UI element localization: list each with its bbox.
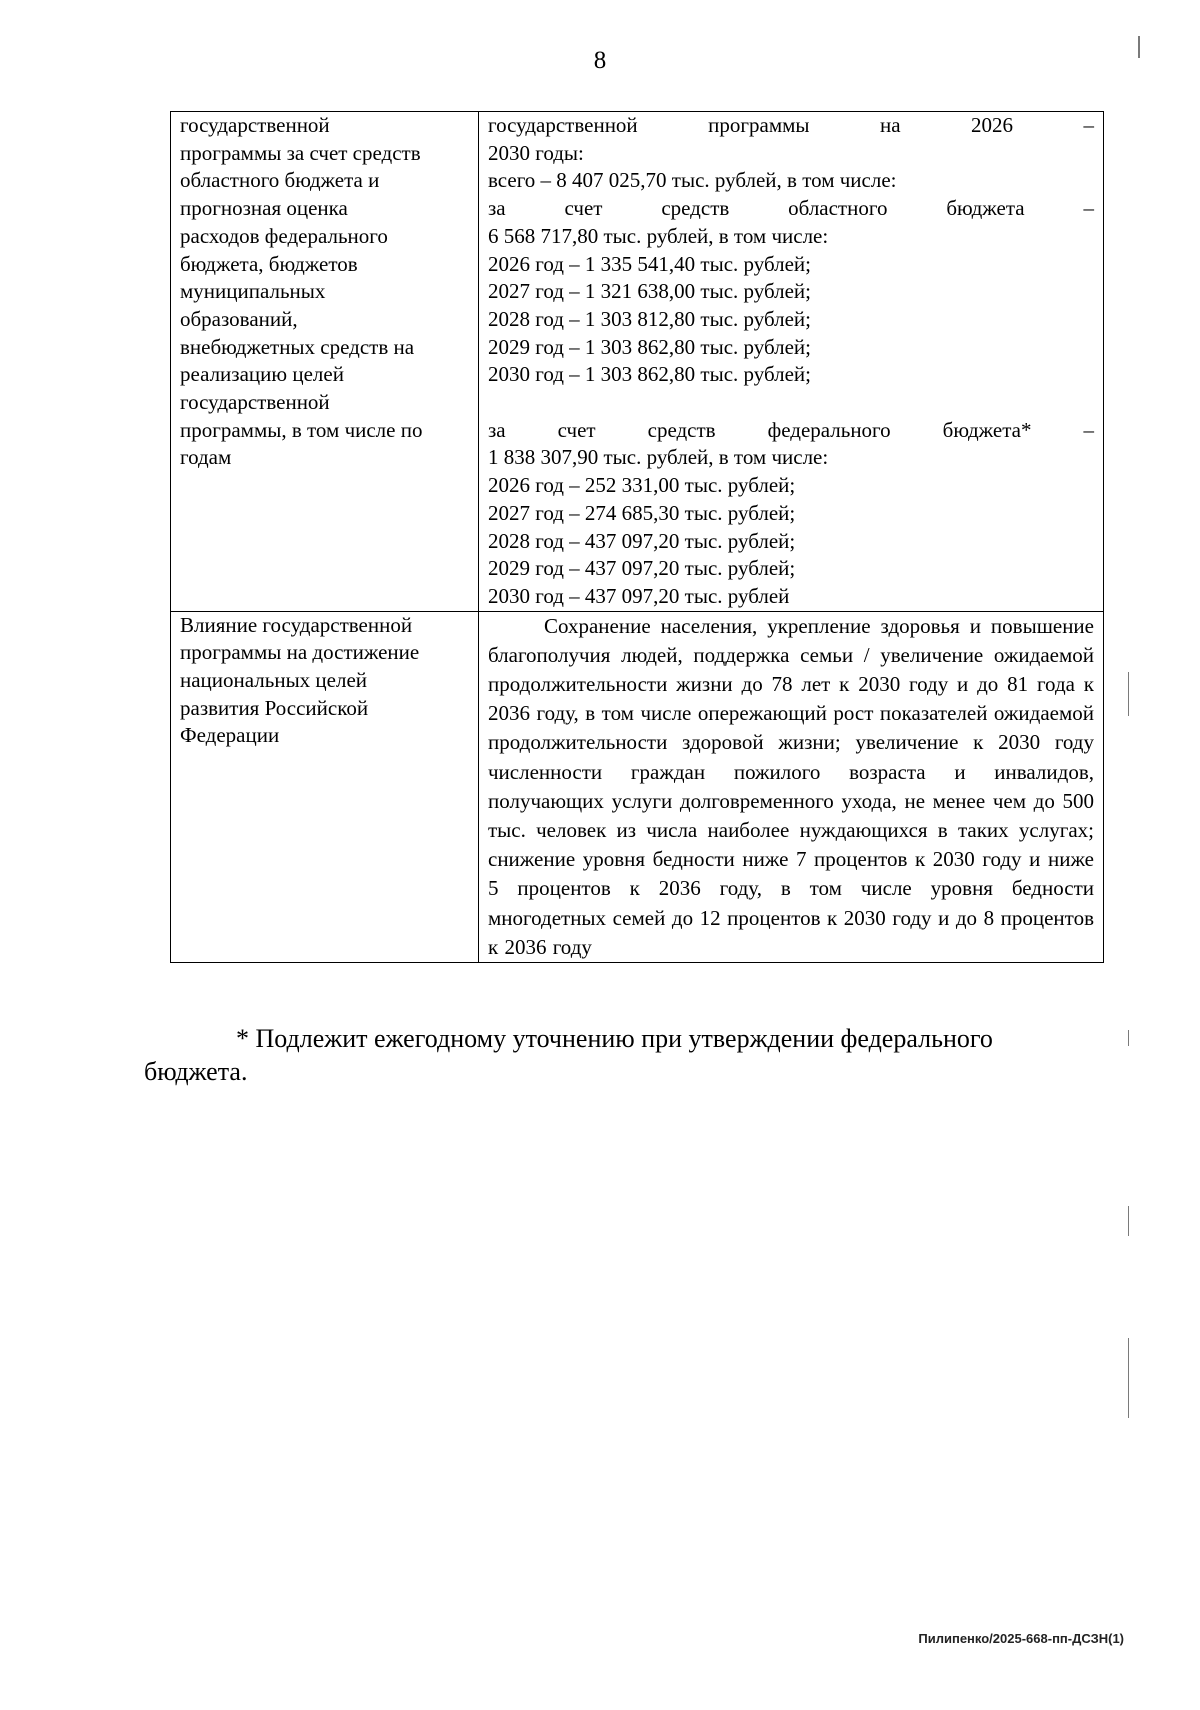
label-line: программы за счет средств — [180, 140, 421, 165]
label-line: государственной — [180, 390, 330, 415]
federal-year-line: 2029 год – 437 097,20 тыс. рублей; — [488, 556, 796, 581]
label-line: образований, — [180, 306, 298, 331]
label-line: областного бюджета и — [180, 168, 380, 193]
regional-year-line: 2028 год – 1 303 812,80 тыс. рублей; — [488, 306, 812, 331]
label-line: национальных целей — [180, 668, 368, 693]
label-line: муниципальных — [180, 279, 326, 304]
label-line: внебюджетных средств на — [180, 334, 415, 359]
table-row-national-goals — [171, 611, 1104, 962]
blank-line — [488, 389, 1094, 417]
label-line: развития Российской — [180, 695, 369, 720]
financing-label-cell — [171, 112, 479, 612]
label-line: годам — [180, 445, 232, 470]
regional-year-line: 2026 год – 1 335 541,40 тыс. рублей; — [488, 251, 812, 276]
page-number: 8 — [593, 47, 607, 74]
regional-budget-heading: за счет средств областного бюджета – — [488, 196, 1094, 221]
program-table — [170, 111, 1104, 963]
table-row-financing — [171, 112, 1104, 612]
financing-value-cell — [479, 112, 1104, 612]
label-line: расходов федерального — [180, 223, 388, 248]
federal-year-line: 2026 год – 252 331,00 тыс. рублей; — [488, 473, 796, 498]
label-line: программы на достижение — [180, 640, 420, 665]
national-goals-text: Сохранение населения, укрепление здоровья и повышение благополучия людей, поддержка семьи / увеличение ожидаемой продолжительности жизни до 78 лет к 2030 году и до 81 года к 2036 году, в том числе опережающий рост показателей ожидаемой продолжительности здоровой жизни; увеличение к 2030 году численности граждан пожилого возраста и инвалидов, получающих услуги долговременного ухода, не менее чем до 500 тыс. человек из числа наиболее нуждающихся в таких услугах; снижение уровня бедности ниже 7 процентов к 2030 году и ниже 5 процентов к 2036 году, в том числе уровня бедности многодетных семей до 12 процентов к 2030 году и до 8 процентов к 2036 году — [488, 613, 1094, 959]
scan-margin-mark — [1128, 1206, 1129, 1236]
label-line: Федерации — [180, 723, 280, 748]
total-funding: всего – 8 407 025,70 тыс. рублей, в том числе: — [488, 168, 897, 193]
label-line: реализацию целей — [180, 362, 344, 387]
federal-year-line: 2027 год – 274 685,30 тыс. рублей; — [488, 500, 796, 525]
impact-label-cell — [171, 611, 479, 962]
scan-margin-mark — [1128, 672, 1129, 716]
label-line: бюджета, бюджетов — [180, 251, 358, 276]
federal-budget-heading: за счет средств федерального бюджета* – — [488, 417, 1094, 442]
footnote-line: * Подлежит ежегодному уточнению при утверждении федерального — [236, 1024, 993, 1053]
impact-value-cell — [479, 611, 1104, 962]
scan-margin-mark — [1128, 1338, 1129, 1418]
regional-budget-total: 6 568 717,80 тыс. рублей, в том числе: — [488, 223, 829, 248]
label-line: прогнозная оценка — [180, 196, 348, 221]
label-line: программы, в том числе по — [180, 417, 423, 442]
federal-year-line: 2030 год – 437 097,20 тыс. рублей — [488, 583, 790, 608]
program-period-line: государственной программы на 2026 – — [488, 113, 1094, 137]
regional-year-line: 2027 год – 1 321 638,00 тыс. рублей; — [488, 279, 812, 304]
footnote-line: бюджета. — [144, 1057, 248, 1086]
program-years-line: 2030 годы: — [488, 140, 584, 165]
federal-budget-total: 1 838 307,90 тыс. рублей, в том числе: — [488, 445, 829, 470]
document-code: Пилипенко/2025-668-пп-ДСЗН(1) — [918, 1631, 1124, 1646]
scan-margin-mark — [1138, 36, 1140, 58]
regional-year-line: 2030 год – 1 303 862,80 тыс. рублей; — [488, 362, 812, 387]
label-line: государственной — [180, 113, 330, 137]
federal-year-line: 2028 год – 437 097,20 тыс. рублей; — [488, 528, 796, 553]
footnote — [144, 1022, 1090, 1088]
label-line: Влияние государственной — [180, 612, 413, 637]
regional-year-line: 2029 год – 1 303 862,80 тыс. рублей; — [488, 334, 812, 359]
scan-margin-mark — [1128, 1030, 1129, 1046]
